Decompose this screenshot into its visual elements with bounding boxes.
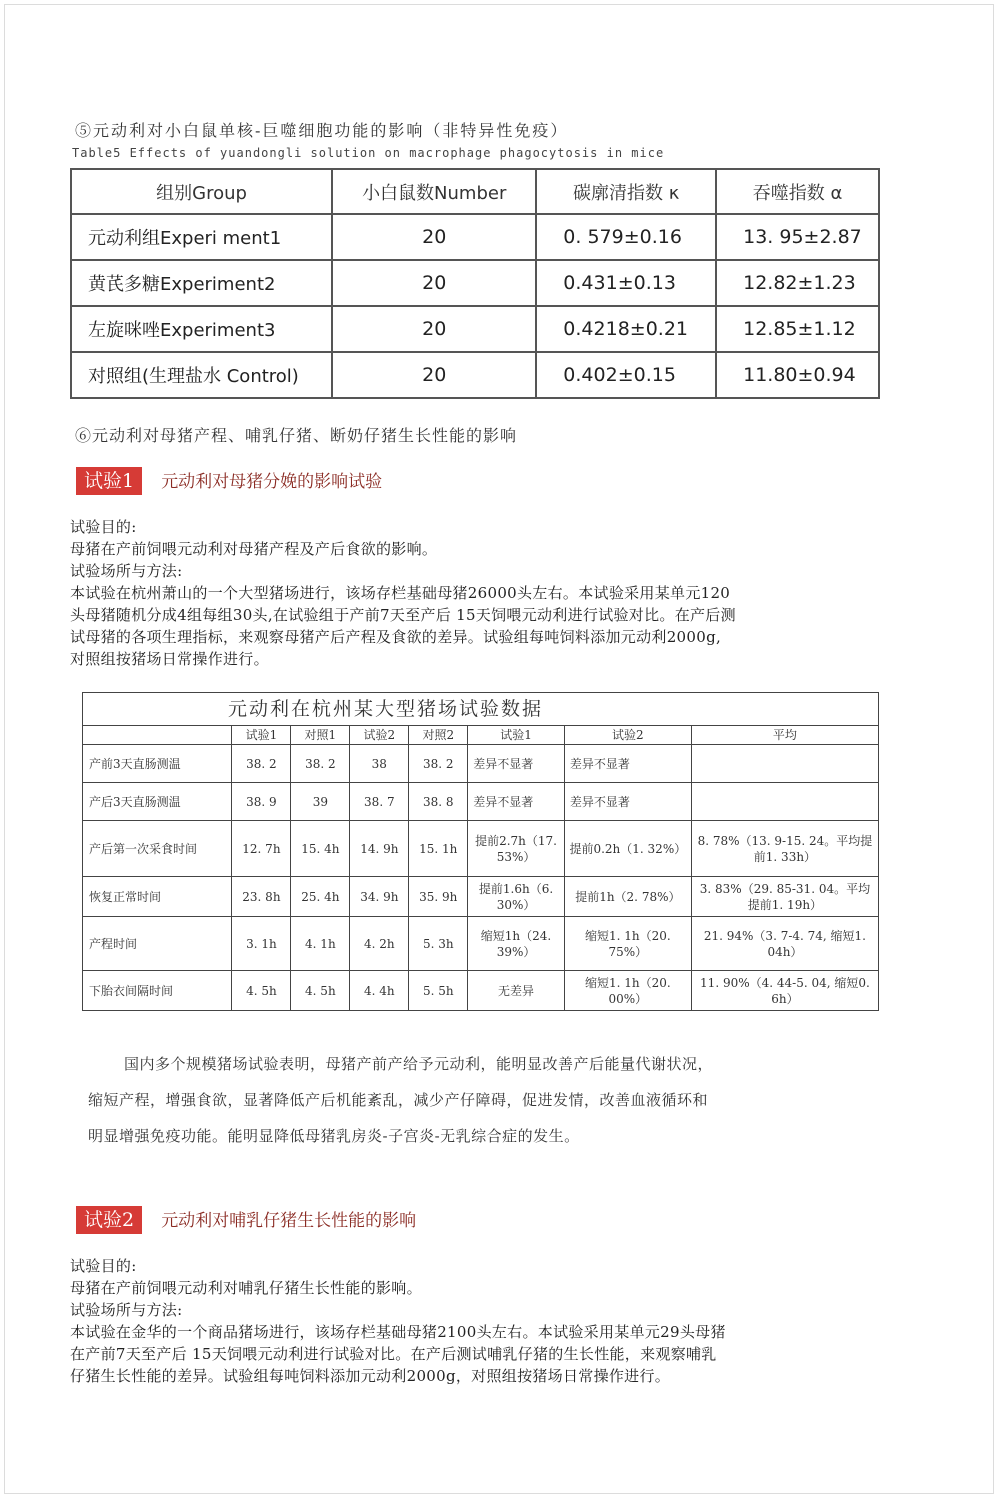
table-cell: 38. 9 (232, 783, 291, 821)
paragraph-line: 仔猪生长性能的差异。试验组每吨饲料添加元动利2000g，对照组按猪场日常操作进行。 (70, 1367, 671, 1385)
table-row (71, 214, 879, 260)
trial2-header (76, 1205, 416, 1232)
number-cell: 20 (332, 214, 536, 260)
group-cell: 黄芪多糖Experiment2 (71, 260, 332, 306)
table-cell: 差异不显著 (564, 783, 691, 821)
table-cell: 38. 7 (350, 783, 409, 821)
table-header-row (83, 726, 879, 745)
table-cell: 4. 1h (291, 917, 350, 971)
header-cell: 试验2 (350, 726, 409, 745)
paragraph-line: 缩短产程，增强食欲，显著降低产后机能紊乱，减少产仔障碍，促进发情，改善血液循环和 (88, 1091, 709, 1109)
paragraph-line: 试验目的: (70, 1257, 137, 1275)
header-cell: 试验1 (468, 726, 565, 745)
number-cell: 20 (332, 352, 536, 398)
header-phagocytic-index: 吞噬指数 α (716, 169, 879, 214)
paragraph-line: 试母猪的各项生理指标，来观察母猪产后产程及食欲的差异。试验组每吨饲料添加元动利2000g, (70, 628, 722, 646)
header-cell: 对照1 (291, 726, 350, 745)
table-cell: 5. 3h (409, 917, 468, 971)
trial2-body (70, 1255, 920, 1387)
table-cell: 差异不显著 (468, 783, 565, 821)
table-cell: 3. 83%（29. 85-31. 04。平均提前1. 19h） (691, 877, 878, 917)
table-cell: 缩短1. 1h（20. 75%） (564, 917, 691, 971)
table-cell: 无差异 (468, 971, 565, 1011)
table-cell: 38. 8 (409, 783, 468, 821)
paragraph-line: 母猪在产前饲喂元动利对母猪产程及产后食欲的影响。 (70, 540, 438, 558)
table-cell: 提前2.7h（17. 53%） (468, 821, 565, 877)
table-cell: 11. 90%（4. 44-5. 04, 缩短0. 6h） (691, 971, 878, 1011)
header-cell: 平均 (691, 726, 878, 745)
table-cell: 4. 5h (291, 971, 350, 1011)
row-label: 产后第一次采食时间 (83, 821, 232, 877)
table-cell: 3. 1h (232, 917, 291, 971)
group-cell: 左旋咪唑Experiment3 (71, 306, 332, 352)
trial2-tag: 试验2 (76, 1206, 142, 1234)
table-row (83, 971, 879, 1011)
paragraph-line: 试验场所与方法: (70, 1301, 183, 1319)
table-cell: 缩短1h（24. 39%） (468, 917, 565, 971)
table-cell: 差异不显著 (468, 745, 565, 783)
paragraph-line: 对照组按猪场日常操作进行。 (70, 650, 269, 668)
paragraph-line: 试验场所与方法: (70, 562, 183, 580)
table-cell: 4. 2h (350, 917, 409, 971)
header-cell: 试验1 (232, 726, 291, 745)
trial1-body (70, 516, 920, 670)
table-cell: 34. 9h (350, 877, 409, 917)
table-cell (691, 745, 878, 783)
table-cell: 提前1h（2. 78%） (564, 877, 691, 917)
phagocytic-index-cell: 11.80±0.94 (716, 352, 879, 398)
table-cell: 4. 5h (232, 971, 291, 1011)
section6-heading: ⑥元动利对母猪产程、哺乳仔猪、断奶仔猪生长性能的影响 (75, 426, 518, 445)
table-cell: 缩短1. 1h（20. 00%） (564, 971, 691, 1011)
table-cell (691, 783, 878, 821)
header-carbon-index: 碳廓清指数 κ (536, 169, 716, 214)
row-label: 产程时间 (83, 917, 232, 971)
table-cell: 4. 4h (350, 971, 409, 1011)
group-cell: 元动利组Experi ment1 (71, 214, 332, 260)
header-group: 组别Group (71, 169, 332, 214)
table-cell: 5. 5h (409, 971, 468, 1011)
table-row (83, 877, 879, 917)
table-cell: 25. 4h (291, 877, 350, 917)
table-cell: 38. 2 (291, 745, 350, 783)
number-cell: 20 (332, 306, 536, 352)
table-row (83, 917, 879, 971)
row-label: 产前3天直肠测温 (83, 745, 232, 783)
table-row (83, 745, 879, 783)
carbon-index-cell: 0.402±0.15 (536, 352, 716, 398)
paragraph-line: 头母猪随机分成4组每组30头,在试验组于产前7天至产后 15天饲喂元动利进行试验对比。在产后测 (70, 606, 736, 624)
macrophage-table (70, 168, 880, 399)
trial2-title: 元动利对哺乳仔猪生长性能的影响 (161, 1211, 417, 1231)
header-cell: 试验2 (564, 726, 691, 745)
table-header-row (71, 169, 879, 214)
table-cell: 15. 1h (409, 821, 468, 877)
table-cell: 35. 9h (409, 877, 468, 917)
table-cell: 14. 9h (350, 821, 409, 877)
table-cell: 23. 8h (232, 877, 291, 917)
carbon-index-cell: 0. 579±0.16 (536, 214, 716, 260)
table-caption: 元动利在杭州某大型猪场试验数据 (83, 693, 879, 726)
phagocytic-index-cell: 12.85±1.12 (716, 306, 879, 352)
table-cell: 12. 7h (232, 821, 291, 877)
table-cell: 8. 78%（13. 9-15. 24。平均提前1. 33h） (691, 821, 878, 877)
table5-subtitle: Table5 Effects of yuandongli solution on macrophage phagocytosis in mice (72, 146, 665, 160)
farm-trial-table (82, 692, 879, 1011)
trial1-tag: 试验1 (76, 467, 142, 495)
table-row (83, 821, 879, 877)
paragraph-line: 本试验在杭州萧山的一个大型猪场进行，该场存栏基础母猪26000头左右。本试验采用某单元120 (70, 584, 731, 602)
table-cell: 38 (350, 745, 409, 783)
table-row (71, 306, 879, 352)
row-label: 恢复正常时间 (83, 877, 232, 917)
table-cell: 39 (291, 783, 350, 821)
table-row (71, 352, 879, 398)
paragraph-line: 母猪在产前饲喂元动利对哺乳仔猪生长性能的影响。 (70, 1279, 422, 1297)
number-cell: 20 (332, 260, 536, 306)
group-cell: 对照组(生理盐水 Control) (71, 352, 332, 398)
table-cell: 21. 94%（3. 7-4. 74, 缩短1. 04h） (691, 917, 878, 971)
paragraph-line: 国内多个规模猪场试验表明，母猪产前产给予元动利，能明显改善产后能量代谢状况， (124, 1055, 714, 1073)
paragraph-line: 在产前7天至产后 15天饲喂元动利进行试验对比。在产后测试哺乳仔猪的生长性能，来观察哺乳 (70, 1345, 717, 1363)
table-row (83, 783, 879, 821)
header-number: 小白鼠数Number (332, 169, 536, 214)
trial1-title: 元动利对母猪分娩的影响试验 (161, 472, 383, 492)
table-cell: 15. 4h (291, 821, 350, 877)
table-cell: 差异不显著 (564, 745, 691, 783)
paragraph-line: 本试验在金华的一个商品猪场进行，该场存栏基础母猪2100头左右。本试验采用某单元29头母猪 (70, 1323, 726, 1341)
paragraph-line: 试验目的: (70, 518, 137, 536)
carbon-index-cell: 0.4218±0.21 (536, 306, 716, 352)
table-cell: 提前1.6h（6. 30%） (468, 877, 565, 917)
table-cell: 38. 2 (409, 745, 468, 783)
carbon-index-cell: 0.431±0.13 (536, 260, 716, 306)
trial1-header (76, 466, 382, 493)
phagocytic-index-cell: 13. 95±2.87 (716, 214, 879, 260)
row-label: 下胎衣间隔时间 (83, 971, 232, 1011)
table5-title: ⑤元动利对小白鼠单核-巨噬细胞功能的影响（非特异性免疫） (75, 121, 569, 140)
table-row (71, 260, 879, 306)
header-cell: 对照2 (409, 726, 468, 745)
conclusion-paragraph (88, 1046, 898, 1154)
table-cell: 提前0.2h（1. 32%） (564, 821, 691, 877)
row-label: 产后3天直肠测温 (83, 783, 232, 821)
paragraph-line: 明显增强免疫功能。能明显降低母猪乳房炎-子宫炎-无乳综合症的发生。 (88, 1127, 580, 1145)
table-cell: 38. 2 (232, 745, 291, 783)
header-cell (83, 726, 232, 745)
phagocytic-index-cell: 12.82±1.23 (716, 260, 879, 306)
